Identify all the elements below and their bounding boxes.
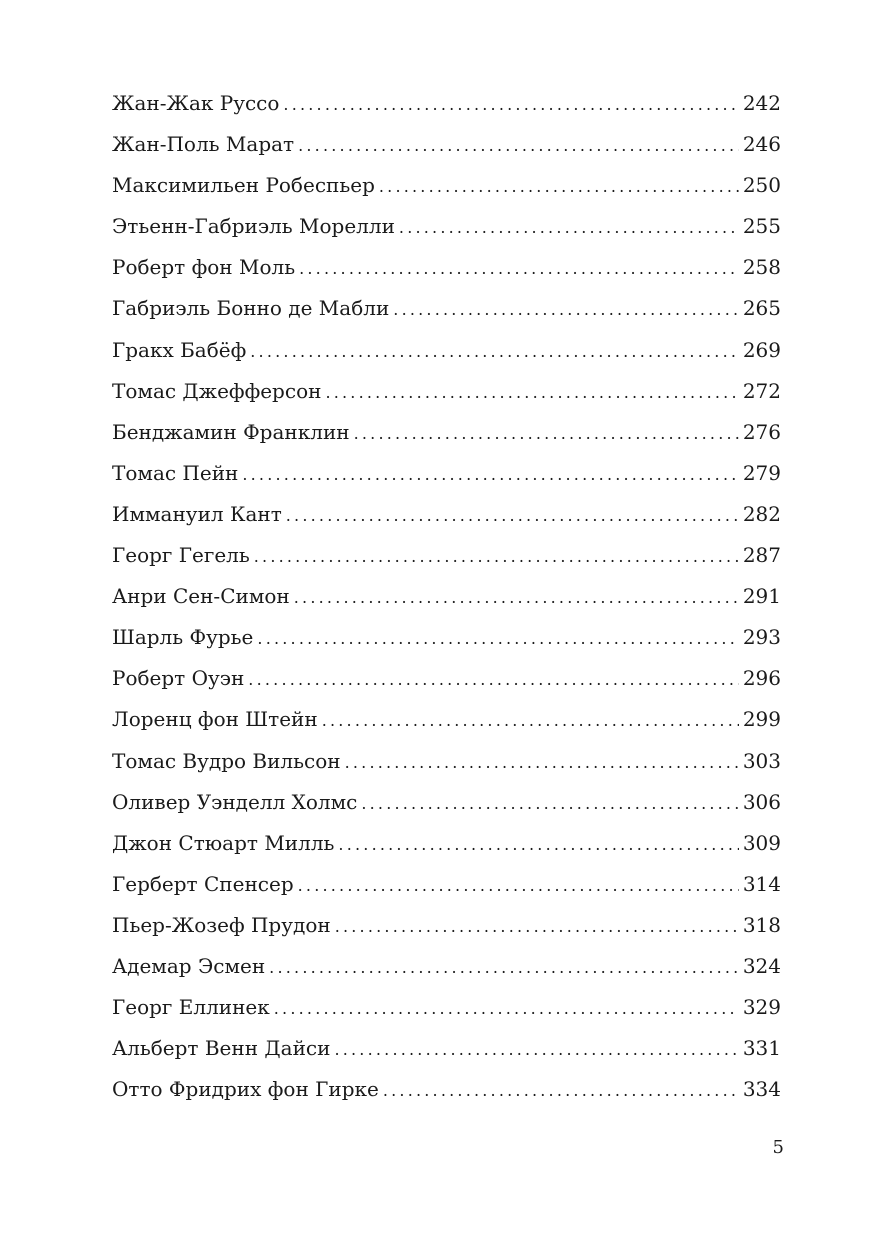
toc-entry: [112, 576, 781, 617]
toc-entry-title: Роберт Оуэн: [112, 666, 245, 691]
toc-entry-title: Иммануил Кант: [112, 501, 282, 526]
toc-entry: [112, 206, 781, 247]
toc-entry-title: Георг Гегель: [112, 543, 250, 568]
toc-entry: [112, 453, 781, 494]
toc-entry: [112, 330, 781, 371]
toc-entry: [112, 946, 781, 987]
toc-entry-page-number: 309: [742, 830, 781, 855]
dot-leader: [299, 248, 739, 289]
toc-entry-page-number: 269: [742, 337, 781, 362]
toc-entry: [112, 617, 781, 658]
toc-entry: [112, 864, 781, 905]
toc-entry-page-number: 318: [742, 912, 781, 937]
toc-entry: [112, 371, 781, 412]
toc-entry: [112, 494, 781, 535]
toc-entry: [112, 741, 781, 782]
toc-entry-page-number: 303: [742, 748, 781, 773]
dot-leader: [283, 84, 738, 125]
toc-entry-page-number: 279: [742, 460, 781, 485]
toc-entry: [112, 288, 781, 329]
toc-entry: [112, 823, 781, 864]
dot-leader: [338, 824, 738, 865]
toc-entry-title: Максимильен Робеспьер: [112, 173, 375, 198]
toc-entry-page-number: 287: [742, 543, 781, 568]
dot-leader: [298, 865, 739, 906]
toc-entry-page-number: 329: [742, 995, 781, 1020]
toc-entry-title: Жан-Поль Марат: [112, 132, 295, 157]
toc-entry-page-number: 334: [742, 1077, 781, 1102]
toc-entry: [112, 1069, 781, 1110]
toc-entry-page-number: 324: [742, 953, 781, 978]
dot-leader: [248, 659, 739, 700]
toc-entry: [112, 1028, 781, 1069]
dot-leader: [274, 988, 739, 1029]
dot-leader: [383, 1070, 739, 1111]
dot-leader: [254, 536, 739, 577]
toc-entry-title: Этьенн-Габриэль Морелли: [112, 214, 395, 239]
toc-entry-title: Шарль Фурье: [112, 625, 254, 650]
dot-leader: [250, 331, 739, 372]
toc-entry-title: Жан-Жак Руссо: [112, 91, 280, 115]
toc-entry: [112, 782, 781, 823]
toc-entry-page-number: 276: [742, 419, 781, 444]
toc-entry-page-number: 331: [742, 1036, 781, 1061]
dot-leader: [393, 289, 739, 330]
dot-leader: [298, 125, 739, 166]
dot-leader: [269, 947, 739, 988]
toc-entry: [112, 699, 781, 740]
toc-entry-title: Альберт Венн Дайси: [112, 1036, 331, 1061]
toc-entry-title: Лоренц фон Штейн: [112, 707, 318, 732]
toc-entry-page-number: 282: [742, 501, 781, 526]
toc-entry-page-number: 314: [742, 871, 781, 896]
toc-entry-page-number: 242: [742, 91, 781, 115]
toc-entry: [112, 412, 781, 453]
toc-entry: [112, 987, 781, 1028]
toc-entry-page-number: 306: [742, 789, 781, 814]
toc-entry-page-number: 299: [742, 707, 781, 732]
dot-leader: [286, 495, 739, 536]
toc-entry-title: Габриэль Бонно де Мабли: [112, 296, 390, 321]
toc-entry-page-number: 265: [742, 296, 781, 321]
dot-leader: [335, 906, 739, 947]
toc-entry-title: Анри Сен-Симон: [112, 584, 290, 609]
toc-entry-page-number: 258: [742, 255, 781, 280]
toc-entry-page-number: 296: [742, 666, 781, 691]
toc-entry: [112, 535, 781, 576]
toc-entry-title: Георг Еллинек: [112, 995, 270, 1020]
toc-entry: [112, 124, 781, 165]
toc-entry: [112, 247, 781, 288]
toc-entry-title: Адемар Эсмен: [112, 953, 266, 978]
dot-leader: [399, 207, 739, 248]
toc-entry: [112, 905, 781, 946]
dot-leader: [294, 577, 739, 618]
toc-entry: [112, 165, 781, 206]
dot-leader: [334, 1029, 738, 1070]
toc-entry-page-number: 250: [742, 173, 781, 198]
toc-entry-title: Бенджамин Франклин: [112, 419, 350, 444]
toc-entry-page-number: 246: [742, 132, 781, 157]
toc-entry-title: Отто Фридрих фон Гирке: [112, 1077, 379, 1102]
toc-entry-title: Гракх Бабёф: [112, 337, 247, 362]
dot-leader: [257, 618, 738, 659]
dot-leader: [325, 372, 738, 413]
page-number: 5: [772, 1137, 784, 1158]
toc-entry-title: Роберт фон Моль: [112, 255, 296, 280]
toc-entry: [112, 83, 781, 124]
table-of-contents: [112, 83, 781, 1110]
toc-entry-title: Джон Стюарт Милль: [112, 830, 335, 855]
toc-entry-title: Томас Вудро Вильсон: [112, 748, 341, 773]
toc-entry-title: Томас Пейн: [112, 460, 239, 485]
toc-entry: [112, 658, 781, 699]
dot-leader: [379, 166, 739, 207]
dot-leader: [322, 700, 739, 741]
toc-entry-page-number: 291: [742, 584, 781, 609]
toc-entry-title: Пьер-Жозеф Прудон: [112, 912, 331, 937]
dot-leader: [361, 783, 738, 824]
dot-leader: [242, 454, 738, 495]
toc-entry-page-number: 293: [742, 625, 781, 650]
toc-entry-page-number: 255: [742, 214, 781, 239]
toc-entry-page-number: 272: [742, 378, 781, 403]
toc-entry-title: Оливер Уэнделл Холмс: [112, 789, 358, 814]
toc-entry-title: Герберт Спенсер: [112, 871, 294, 896]
toc-entry-title: Томас Джефферсон: [112, 378, 322, 403]
dot-leader: [354, 413, 739, 454]
dot-leader: [345, 742, 739, 783]
